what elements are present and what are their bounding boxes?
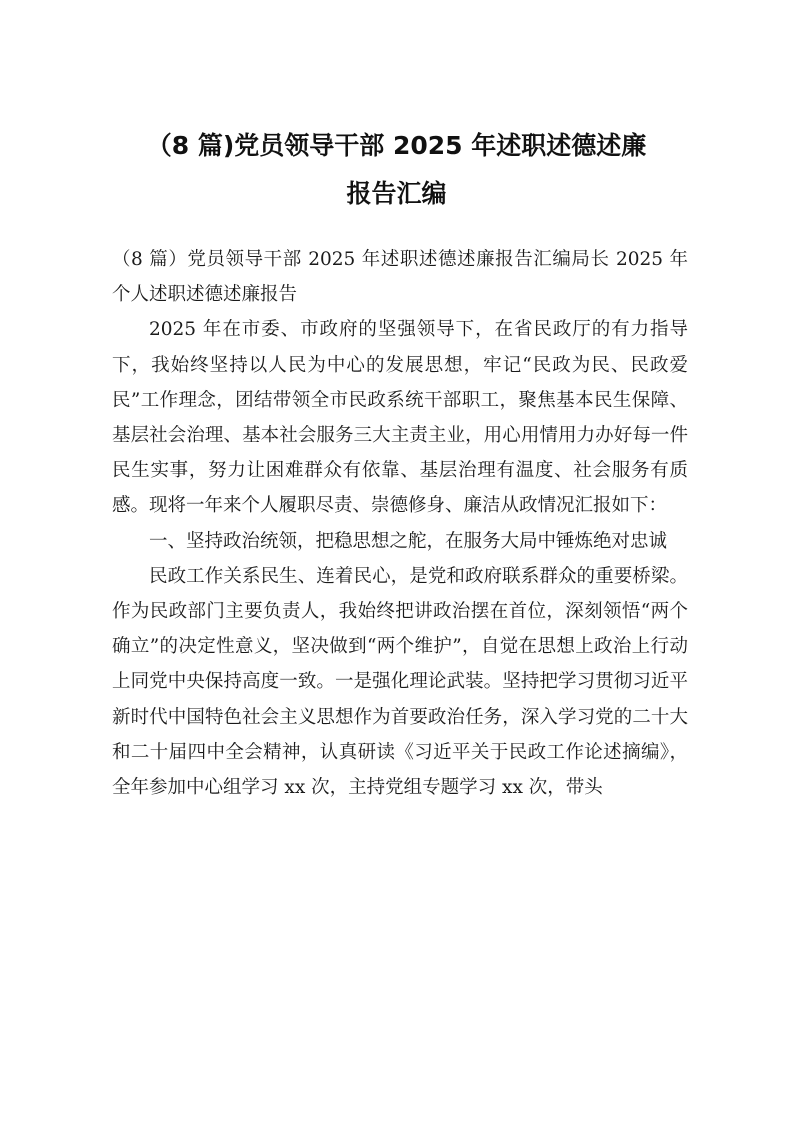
document-title-line-1: （8 篇)党员领导干部 2025 年述职述德述廉 (146, 131, 647, 160)
intro-paragraph: 2025 年在市委、市政府的坚强领导下，在省民政厅的有力指导下，我始终坚持以人民为中心的发展思想，牢记“民政为民、民政爱民”工作理念，团结带领全市民政系统干部职工，聚焦基本民生保障、基层社会治理、基本社会服务三大主责主业，用心用情用力办好每一件民生实事，努力让困难群众有依靠、基层治理有温度、社会服务有质感。现将一年来个人履职尽责、崇德修身、廉洁从政情况汇报如下： (112, 319, 688, 517)
document-body (112, 242, 688, 805)
section-heading: 一、坚持政治统领，把稳思想之舵，在服务大局中锤炼绝对忠诚 (149, 530, 668, 552)
body-paragraph: 民政工作关系民生、连着民心，是党和政府联系群众的重要桥梁。作为民政部门主要负责人，我始终把讲政治摆在首位，深刻领悟“两个确立”的决定性意义，坚决做到“两个维护”，自觉在思想上政治上行动上同党中央保持高度一致。一是强化理论武装。坚持把学习贯彻习近平新时代中国特色社会主义思想作为首要政治任务，深入学习党的二十大和二十届四中全会精神，认真研读《习近平关于民政工作论述摘编》，全年参加中心组学习 xx 次，主持党组专题学习 xx 次，带头 (112, 565, 688, 799)
document-title-line-2: 报告汇编 (346, 179, 447, 208)
subtitle-paragraph: （8 篇）党员领导干部 2025 年述职述德述廉报告汇编局长 2025 年个人述职述德述廉报告 (112, 249, 688, 306)
